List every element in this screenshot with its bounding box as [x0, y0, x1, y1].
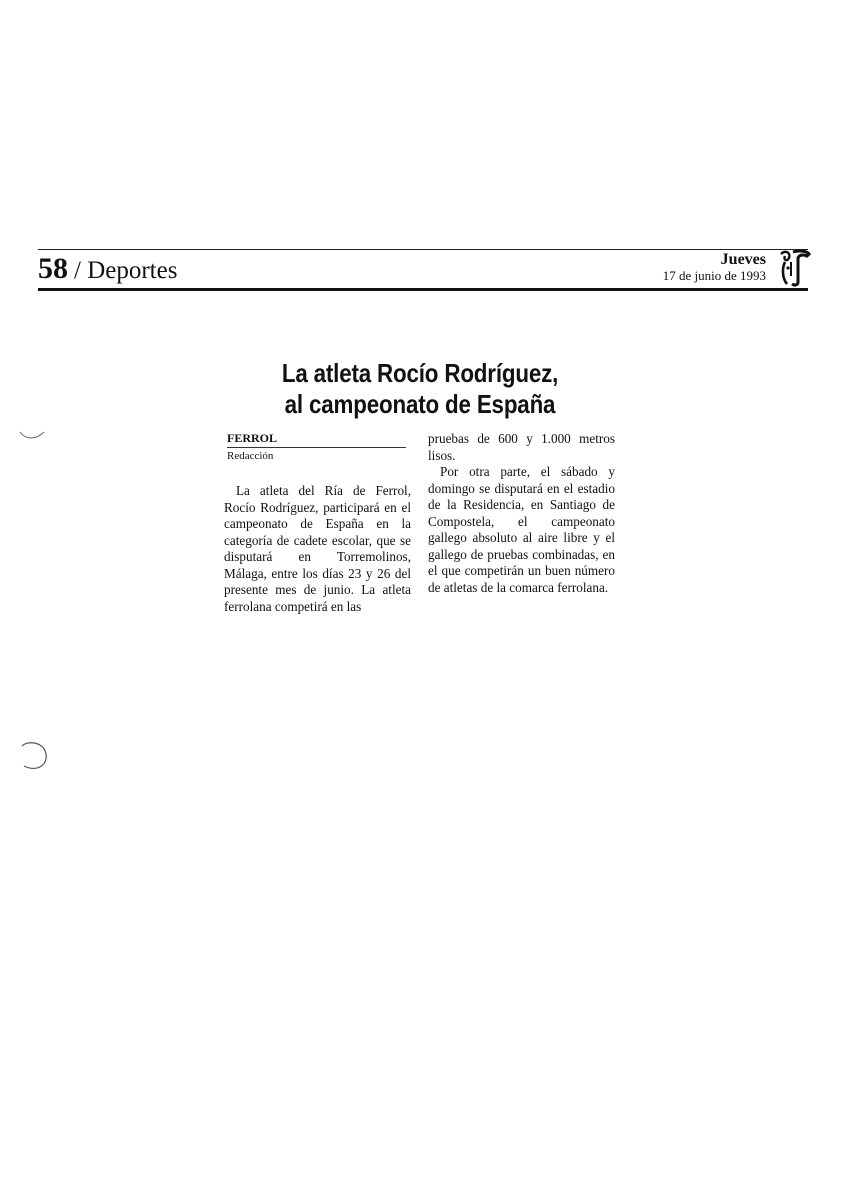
article-headline [257, 358, 584, 420]
dateline: FERROL [227, 431, 278, 445]
headline-line-2: al campeonato de España [284, 389, 556, 419]
section-name: / Deportes [74, 257, 178, 284]
article-column-left: La atleta del Ría de Ferrol, Rocío Rodríguez, participará en el campeonato de España en la categoría de cadete escolar, que se disputará en Torremolinos, Málaga, entre los días 23 y 26 del presente mes de junio. La atleta ferrolana competirá en las [224, 483, 411, 614]
newspaper-logo-icon [777, 248, 811, 288]
weekday: Jueves [720, 251, 766, 268]
paragraph-2: Por otra parte, el sábado y domingo se disputará en el estadio de la Residencia, en Santiago de Compostela, el campeonato gallego absoluto al aire libre y el gallego de pruebas combinadas, en el que competirán un buen número de atletas de la comarca ferrolana. [428, 464, 615, 595]
page-number: 58 [38, 252, 68, 285]
issue-date: 17 de junio de 1993 [662, 268, 766, 283]
paragraph-continuation: pruebas de 600 y 1.000 metros lisos. [428, 431, 615, 463]
byline: Redacción [227, 450, 274, 462]
scan-artifact-mark [18, 424, 48, 444]
article-column-right [428, 431, 615, 596]
dateline-rule [227, 447, 406, 448]
scan-punch-hole-mark [18, 740, 52, 774]
headline-line-1: La atleta Rocío Rodríguez, [281, 358, 559, 388]
header-rule-bottom [38, 288, 808, 291]
header-rule-top [38, 249, 808, 250]
